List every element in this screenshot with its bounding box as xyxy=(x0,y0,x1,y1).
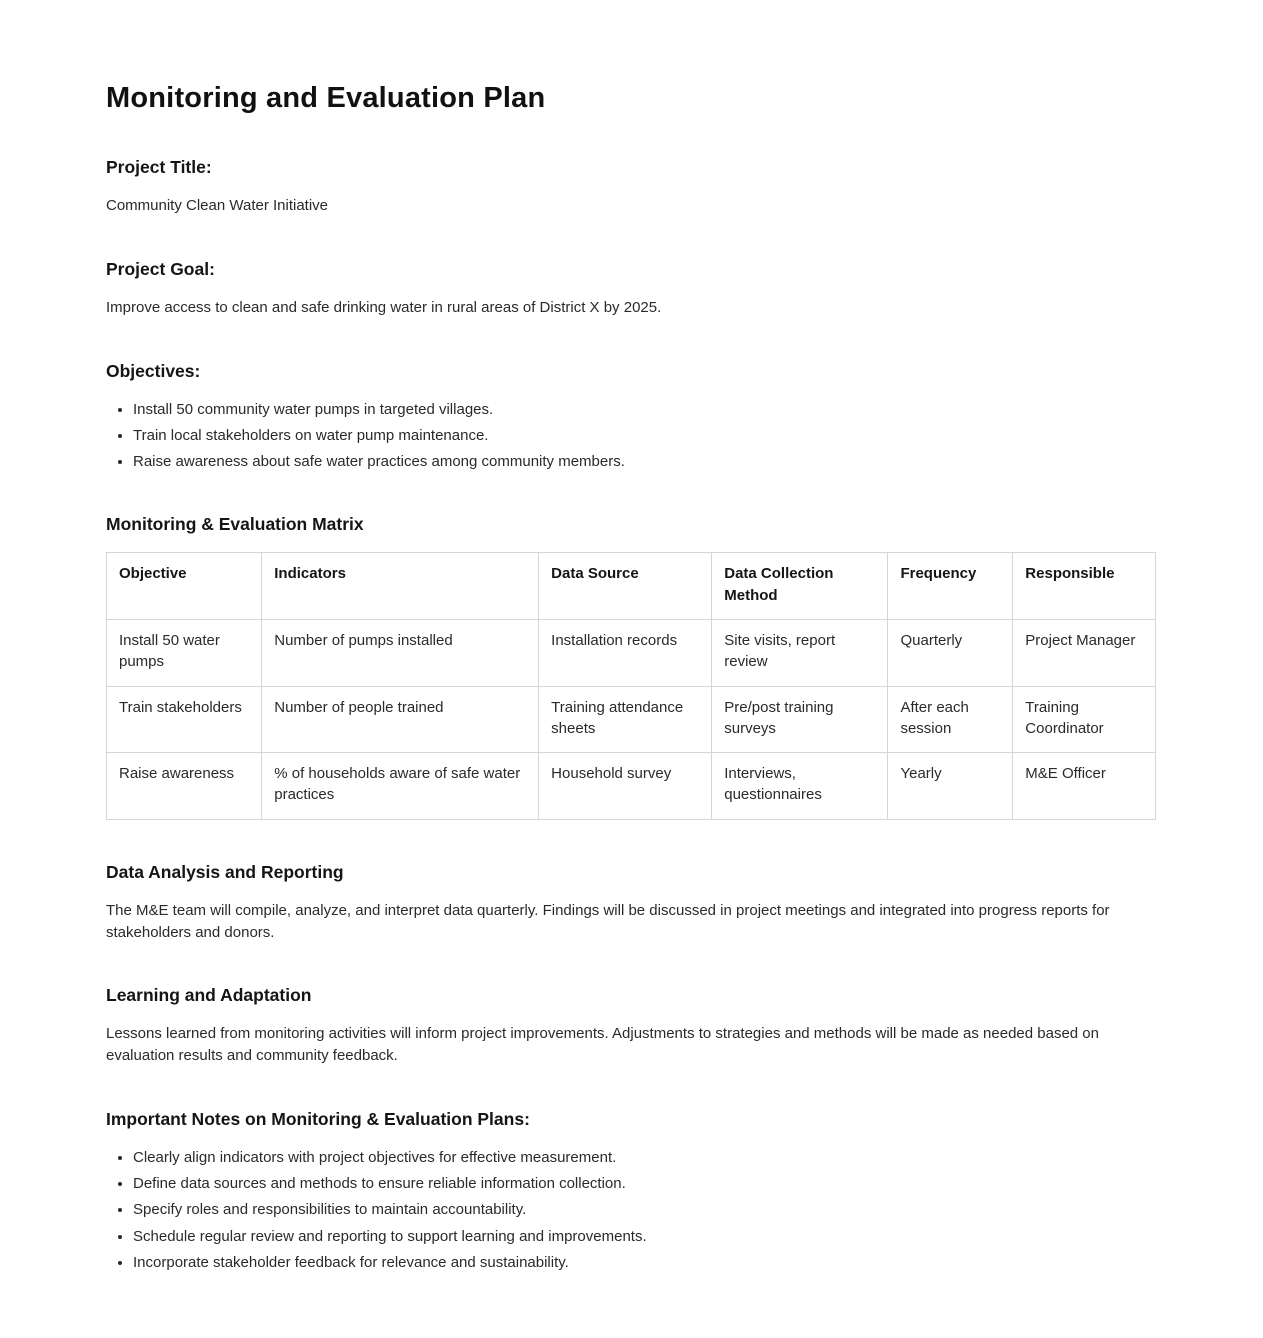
list-item: • Train local stakeholders on water pump maintenance. xyxy=(133,425,1156,446)
learning-adaptation-heading: Learning and Adaptation xyxy=(106,985,312,1006)
section-learning-adaptation xyxy=(106,985,1156,1067)
table-cell: Number of people trained xyxy=(262,686,539,753)
objectives-heading: Objectives: xyxy=(106,360,201,381)
project-goal-heading: Project Goal: xyxy=(106,258,215,279)
table-cell: Installation records xyxy=(539,619,712,686)
me-matrix-heading: Monitoring & Evaluation Matrix xyxy=(106,514,364,535)
project-title-text: Community Clean Water Initiative xyxy=(106,197,329,214)
table-cell: Pre/post training surveys xyxy=(712,686,888,753)
table-cell: Number of pumps installed xyxy=(262,619,539,686)
table-cell: Project Manager xyxy=(1013,619,1156,686)
list-item: • Schedule regular review and reporting to support learning and improvements. xyxy=(133,1226,1156,1247)
section-project-goal xyxy=(106,259,1156,319)
table-cell: Yearly xyxy=(888,753,1013,820)
table-row xyxy=(107,753,1156,820)
table-cell: % of households aware of safe water practices xyxy=(262,753,539,820)
column-header: Data Source xyxy=(539,553,712,620)
page-title: Monitoring and Evaluation Plan xyxy=(106,82,546,114)
table-cell: Site visits, report review xyxy=(712,619,888,686)
column-header: Indicators xyxy=(262,553,539,620)
table-cell: Household survey xyxy=(539,753,712,820)
table-header-row xyxy=(107,553,1156,620)
table-cell: Training attendance sheets xyxy=(539,686,712,753)
learning-adaptation-text: Lessons learned from monitoring activities will inform project improvements. Adjustments to strategies and methods will be made as needed based on evaluation results and community feedback. xyxy=(106,1025,1099,1065)
table-cell: After each session xyxy=(888,686,1013,753)
table-cell: Train stakeholders xyxy=(107,686,262,753)
section-important-notes xyxy=(106,1109,1156,1273)
data-analysis-heading: Data Analysis and Reporting xyxy=(106,861,344,882)
section-objectives xyxy=(106,361,1156,473)
me-matrix-table xyxy=(106,552,1156,819)
data-analysis-text: The M&E team will compile, analyze, and interpret data quarterly. Findings will be discussed in project meetings and integrated into progress reports for stakeholders and donors. xyxy=(106,901,1110,941)
table-row xyxy=(107,686,1156,753)
list-item: • Raise awareness about safe water practices among community members. xyxy=(133,451,1156,472)
table-cell: Raise awareness xyxy=(107,753,262,820)
column-header: Frequency xyxy=(888,553,1013,620)
project-title-heading: Project Title: xyxy=(106,157,212,177)
list-item: • Specify roles and responsibilities to maintain accountability. xyxy=(133,1199,1156,1220)
project-goal-text: Improve access to clean and safe drinking water in rural areas of District X by 2025. xyxy=(106,298,662,316)
table-row xyxy=(107,619,1156,686)
list-item: • Clearly align indicators with project objectives for effective measurement. xyxy=(133,1147,1156,1168)
table-cell: Interviews, questionnaires xyxy=(712,753,888,820)
section-project-title xyxy=(106,157,1156,217)
column-header: Responsible xyxy=(1013,553,1156,620)
table-cell: M&E Officer xyxy=(1013,753,1156,820)
column-header: Data Collection Method xyxy=(712,553,888,620)
list-item: • Define data sources and methods to ensure reliable information collection. xyxy=(133,1173,1156,1194)
important-notes-list xyxy=(106,1147,1156,1273)
list-item: • Incorporate stakeholder feedback for relevance and sustainability. xyxy=(133,1252,1156,1273)
table-cell: Training Coordinator xyxy=(1013,686,1156,753)
objectives-list xyxy=(106,399,1156,473)
table-cell: Quarterly xyxy=(888,619,1013,686)
list-item: • Install 50 community water pumps in targeted villages. xyxy=(133,399,1156,420)
section-data-analysis xyxy=(106,862,1156,944)
important-notes-heading: Important Notes on Monitoring & Evaluation Plans: xyxy=(106,1108,530,1129)
table-cell: Install 50 water pumps xyxy=(107,619,262,686)
section-me-matrix xyxy=(106,514,1156,819)
column-header: Objective xyxy=(107,553,262,620)
